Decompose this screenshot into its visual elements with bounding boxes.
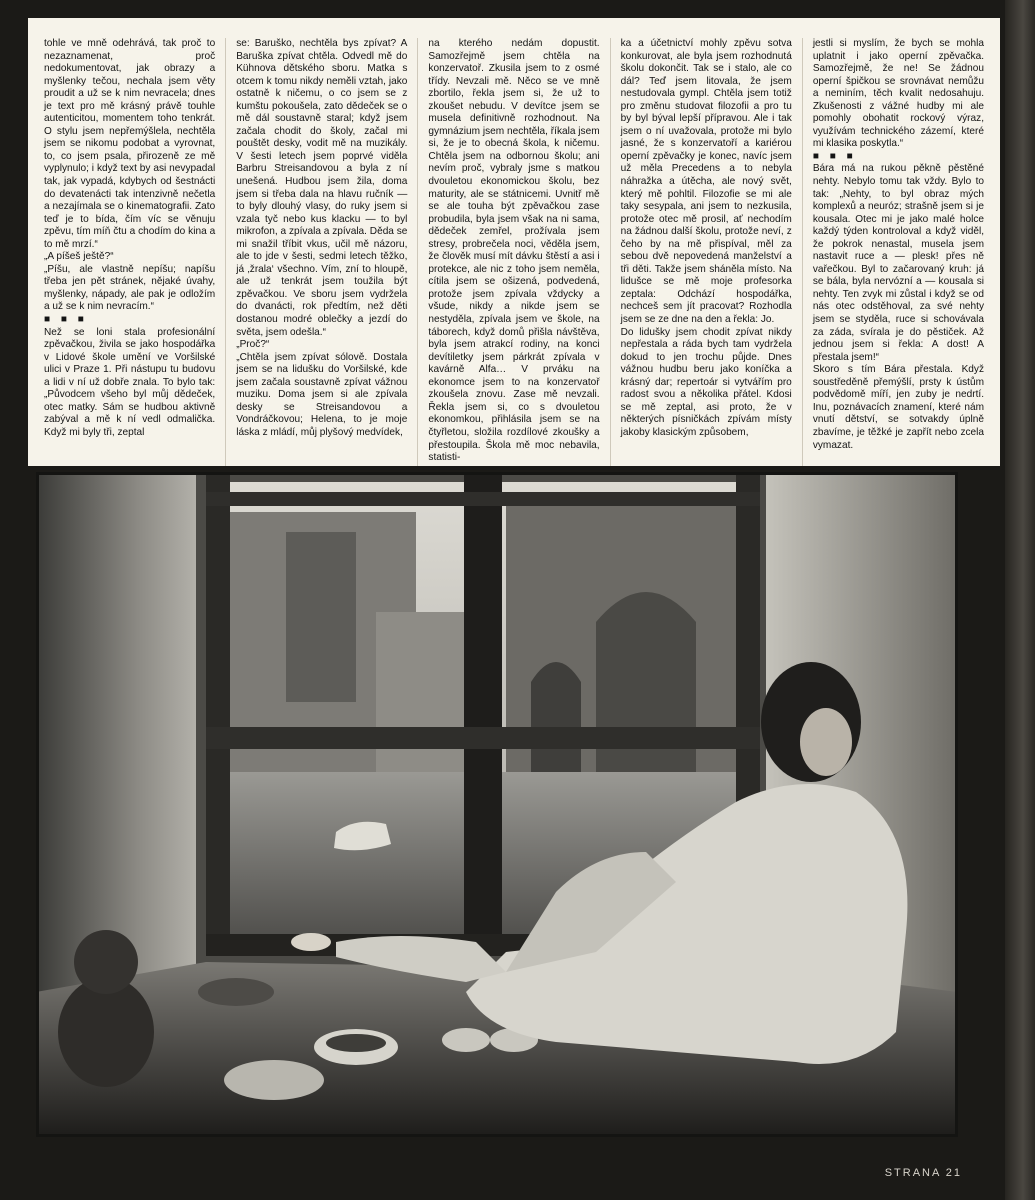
paragraph: jestli si myslím, že bych se mohla uplatnit i jako operní zpěvačka. Samozřejmě, že ne! Se žádnou operní špičkou se srovnávat nemůžu a neminím, těch kvalit nedosahuju. Zkušenosti z vážné hudby mi ale pomohly obohatit rockový výraz, využívám technického zázemí, které mi klasika poskytla.“ xyxy=(812,38,985,150)
paragraph: „Chtěla jsem zpívat sólově. Dostala jsem se na lidušku do Voršilské, kde jsem začala soustavně zpívat vážnou muziku. Doma jsem si ale zpívala desky se Streisandovou a Vondráčkovou; Helena, to je moje láska z mládí, můj plyšový medvídek, xyxy=(236,351,408,438)
article-text-block xyxy=(28,18,1000,466)
basket xyxy=(224,1060,324,1100)
paragraph: „Proč?“ xyxy=(236,339,270,351)
bowl xyxy=(198,978,274,1006)
page-number: STRANA 21 xyxy=(884,1167,962,1179)
paragraph: Do lidušky jsem chodit zpívat nikdy nepřestala a ráda bych tam vydržela dokud to jen trochu půjde. Dnes vážnou hudbu beru jako koníčka a krásný dar; repertoár si vytvářím pro radost svou a několika přátel. Kdosi se mě zeptal, asi proto, že v některých písničkách zpívám místy jakoby klasickým způsobem, xyxy=(620,326,792,438)
page-edge xyxy=(1005,0,1035,1200)
article-column-4 xyxy=(610,38,802,466)
section-separator: ■ ■ ■ xyxy=(44,314,88,326)
paragraph: „Píšu, ale vlastně nepíšu; napíšu třeba jen pět stránek, nějaké úvahy, myšlenky, nápady, ale pak je odložím a už se k nim nevracím.“ xyxy=(44,263,216,313)
paragraph: Než se loni stala profesionální zpěvačkou, živila se jako hospodářka v Lidové škole umění ve Voršilské ulici v Praze 1. Při nástupu tu budovu a lidi v ní už dobře znala. To bylo tak: „Původcem všeho byl můj dědeček, otec matky. Sám se hudbou aktivně zabýval a mě k ní vedl odmalička. Když mi byly tři, zeptal xyxy=(44,326,216,438)
article-photo xyxy=(36,472,958,1137)
paragraph: se: Baruško, nechtěla bys zpívat? A Baruška zpívat chtěla. Odvedl mě do Kühnova dětského sboru. Matka s otcem k tomu nikdy neměli vztah, jako ostatně k ničemu, o co jsem se z kumštu pokoušela, zato dědeček se o mě dál soustavně staral; když jsem začala chodit do školy, začal mi pouštět desky, vodit mě na muzikály. V šesti letech jsem poprvé viděla Barbru Streisandovou a byla z ní unešená. Hudbou jsem žila, doma jsem si třeba dala na hlavu ručník — to byly dlouhý vlasy, do ruky jsem si vzala tyč nebo kus klacku — to byl mikrofon, a zpívala a zpívala. Děda se mi snažil tříbit vkus, učil mě názoru, ale to jde v šesti, sedmi letech těžko, já ‚žrala‘ všechno. Vím, zní to hloupě, ale už tenkrát jsem toužila být zpěvačkou. Ve sboru jsem vydržela do dvanácti, rok předtím, než děti dostanou modré oblečky a jezdí do světa, jsem odešla.“ xyxy=(236,38,408,338)
left-wall xyxy=(36,472,206,992)
article-column-3 xyxy=(417,38,609,466)
paragraph: tohle ve mně odehrává, tak proč to nezaznamenat, proč nedokumentovat, jak obrazy a myšlenky tečou, nechala jsem věty proudit a už se k nim nevracela; dnes je text pro mě krásný právě touhle autenticitou, momentem toho tenkrát. O stylu jsem nepřemýšlela, nechtěla jsem se nikomu podobat a vyrovnat, to, co jsem psala, přirozeně ze mě vyplynulo; i když text by asi nevypadal tak, jak vypadá, kdybych od šestnácti do devatenácti tak intenzivně nečetla a nezajímala se o kinematografii. Zato teď je to bída, čím víc se věnuju zpěvu, tím míň čtu a chodím do kina a to mě mrzí.“ xyxy=(44,38,216,250)
face xyxy=(800,708,852,776)
article-column-2 xyxy=(225,38,417,466)
window-frame xyxy=(206,472,230,952)
section-separator: ■ ■ ■ xyxy=(812,150,857,162)
article-columns xyxy=(34,38,994,466)
page-footer xyxy=(0,1140,1000,1200)
paragraph: „A píšeš ještě?“ xyxy=(44,251,114,263)
article-column-5 xyxy=(802,38,994,466)
paragraph: na kterého nedám dopustit. Samozřejmě jsem chtěla na konzervatoř. Zkusila jsem to z osmé třídy. Nevzali mě. Něco se ve mně zbortilo, řekla jsem si, že už to zkoušet nebudu. V devítce jsem se musela definitivně rozhodnout. Na gymnázium jsem nechtěla, říkala jsem si, že je to obecná škola, k ničemu. Chtěla jsem na odbornou školu; ani nevím proč, vybraly jsme s matkou dvouletou ekonomickou školu, bez maturity, ale se státnicemi. Uvnitř mě se ale touha být zpěvačkou zase probudila, byla jsem však na ni sama, dědeček zemřel, prožívala jsem stresy, probrečela noci, věděla jsem, že člověk musí mít dávku štěstí a asi i protekce, ale nic z toho jsem neměla, cítila jsem se ošizená, podvedená, protože jsem zpívala vždycky a všude, nikdy a nikde jsem se nestyděla, zpívala jsem ve škole, na táborech, když domů přišla návštěva, byla jsem atrakcí rodiny, na konci devítiletky jsem párkrát zpívala v kavárně Alfa… V prváku na ekonomce jsem to na konzervatoř zkoušela znovu. Zase mě nevzali. Řekla jsem si, co s dvouletou ekonomkou, přihlásila jsem se na čtyřletou, složila rozdílové zkoušky a přestoupila. Škola mě moc nebavila, statisti- xyxy=(428,38,600,464)
paragraph: Skoro s tím Bára přestala. Když soustředěně přemýšlí, prsty k ústům podvědomě míří, jen zuby je nedrtí. Inu, poznávacích znamení, které nám vnutí dětství, se sotvakdy úplně zbavíme, je těžké je zapřít nebo zcela vymazat. xyxy=(812,364,985,451)
article-column-1 xyxy=(34,38,225,466)
paragraph: ka a účetnictví mohly zpěvu sotva konkurovat, ale byla jsem rozhodnutá školu dokončit. Tak se i stalo, ale co dál? Teď jsem litovala, že jsem nestudovala gympl. Chtěla jsem totiž pro změnu studovat filozofii a pro tu by byl býval lepší přípravou. Ale i tak jsem o ní uvažovala, protože mi bylo jasné, že s konzervatoří a kariérou operní zpěvačky je konec, navíc jsem už měla Precedens a to nebyla náhražka a útěcha, ale nový svět, který mě pohltil. Filozofie se mi ale taky sesypala, ani jsem to nezkusila, protože otec mě prosil, ať nechodím na žádnou další školu, protože neví, z čeho by na mě přispíval, měl za sebou dvě nepovedená manželství a tři děti. Takže jsem sháněla místo. Na lidušce se mě moje profesorka zeptala: Odchází hospodářka, nechceš sem jít pracovat? Rozhodla jsem se ze dne na den a řekla: Jo. xyxy=(620,38,792,326)
paragraph: Bára má na rukou pěkně pěstěné nehty. Nebylo tomu tak vždy. Bylo to tak: „Nehty, to byl obraz mých komplexů a neuróz; strašně jsem si je kousala. Otec mi je jako malé holce každý týden kontroloval a když viděl, že pokrok nenastal, musela jsem nastavit ruce a — plesk! přes ně vařečkou. Byl to začarovaný kruh: já se bála, byla nervózní a — kousala si nehty. Ten zvyk mi zůstal i když se od nás otec odstěhoval, za své nehty jsem se styděla, ruce si schovávala za záda, svírala je do pěstiček. Až jednou jsem si řekla: A dost! A přestala jsem!“ xyxy=(812,163,985,363)
photo-illustration xyxy=(36,472,958,1137)
